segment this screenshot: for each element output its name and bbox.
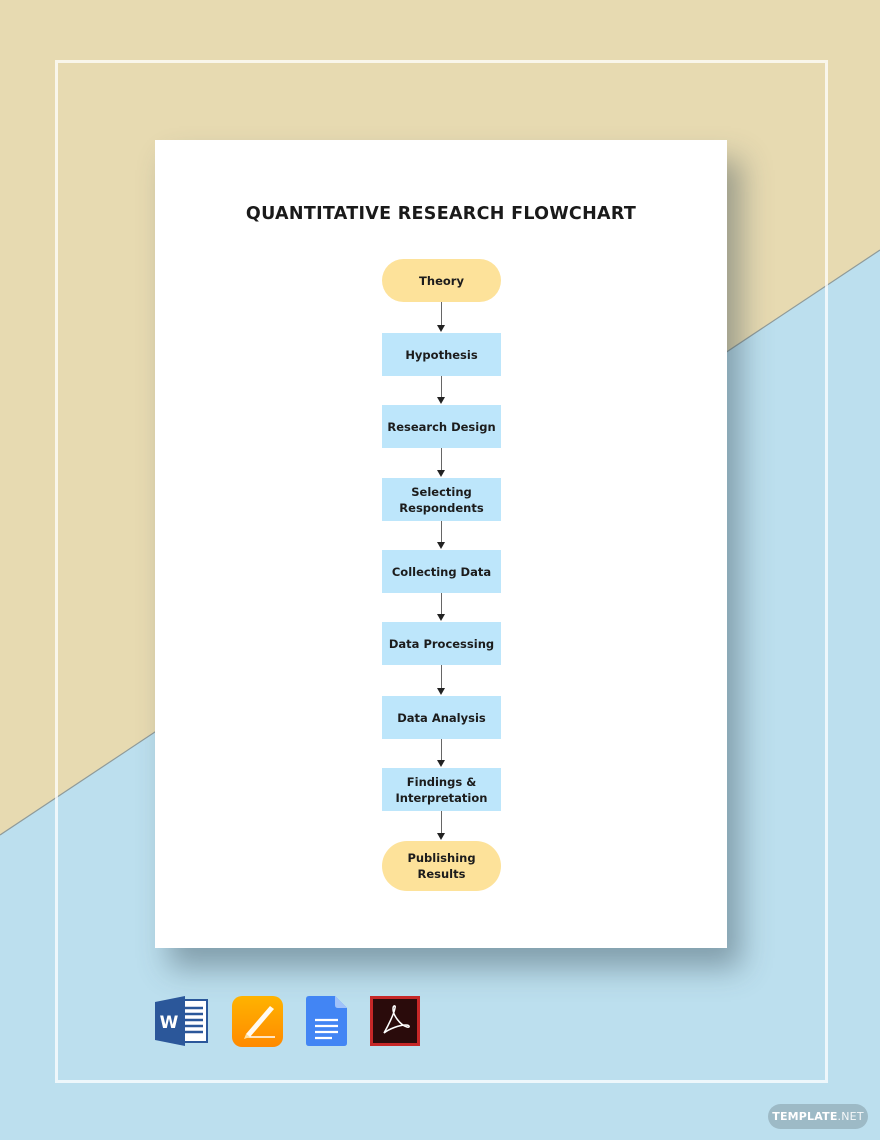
document-page bbox=[155, 140, 727, 948]
arrow-connector bbox=[441, 811, 442, 838]
flow-node-publishing-results bbox=[382, 841, 501, 891]
node-label: Findings & Interpretation bbox=[395, 774, 488, 805]
flow-node-theory bbox=[382, 259, 501, 302]
flow-node-collecting-data bbox=[382, 550, 501, 593]
node-label: Selecting Respondents bbox=[399, 484, 484, 515]
svg-text:W: W bbox=[159, 1013, 179, 1033]
microsoft-word-icon[interactable] bbox=[155, 996, 209, 1050]
watermark-bold-text: TEMPLATE bbox=[772, 1110, 838, 1123]
arrow-connector bbox=[441, 593, 442, 619]
flow-node-data-processing bbox=[382, 622, 501, 665]
flow-node-research-design bbox=[382, 405, 501, 448]
arrow-connector bbox=[441, 665, 442, 693]
node-label: Research Design bbox=[387, 419, 496, 434]
page-title: QUANTITATIVE RESEARCH FLOWCHART bbox=[245, 204, 637, 224]
apple-pages-icon[interactable] bbox=[232, 996, 283, 1051]
arrow-connector bbox=[441, 739, 442, 765]
arrow-connector bbox=[441, 376, 442, 402]
node-label: Publishing Results bbox=[407, 851, 476, 881]
node-label: Data Processing bbox=[388, 636, 495, 651]
flow-node-findings-interpretation bbox=[382, 768, 501, 811]
google-docs-icon[interactable] bbox=[306, 996, 347, 1050]
node-label: Collecting Data bbox=[391, 564, 492, 579]
arrow-connector bbox=[441, 302, 442, 330]
arrow-connector bbox=[441, 448, 442, 475]
flow-node-data-analysis bbox=[382, 696, 501, 739]
flow-node-selecting-respondents bbox=[382, 478, 501, 521]
flow-node-hypothesis bbox=[382, 333, 501, 376]
arrow-connector bbox=[441, 521, 442, 547]
node-label: Hypothesis bbox=[405, 347, 478, 362]
adobe-pdf-icon[interactable] bbox=[370, 996, 420, 1050]
node-label: Theory bbox=[419, 273, 464, 288]
template-net-watermark bbox=[768, 1104, 868, 1129]
watermark-light-text: .NET bbox=[837, 1110, 864, 1123]
node-label: Data Analysis bbox=[397, 710, 486, 725]
